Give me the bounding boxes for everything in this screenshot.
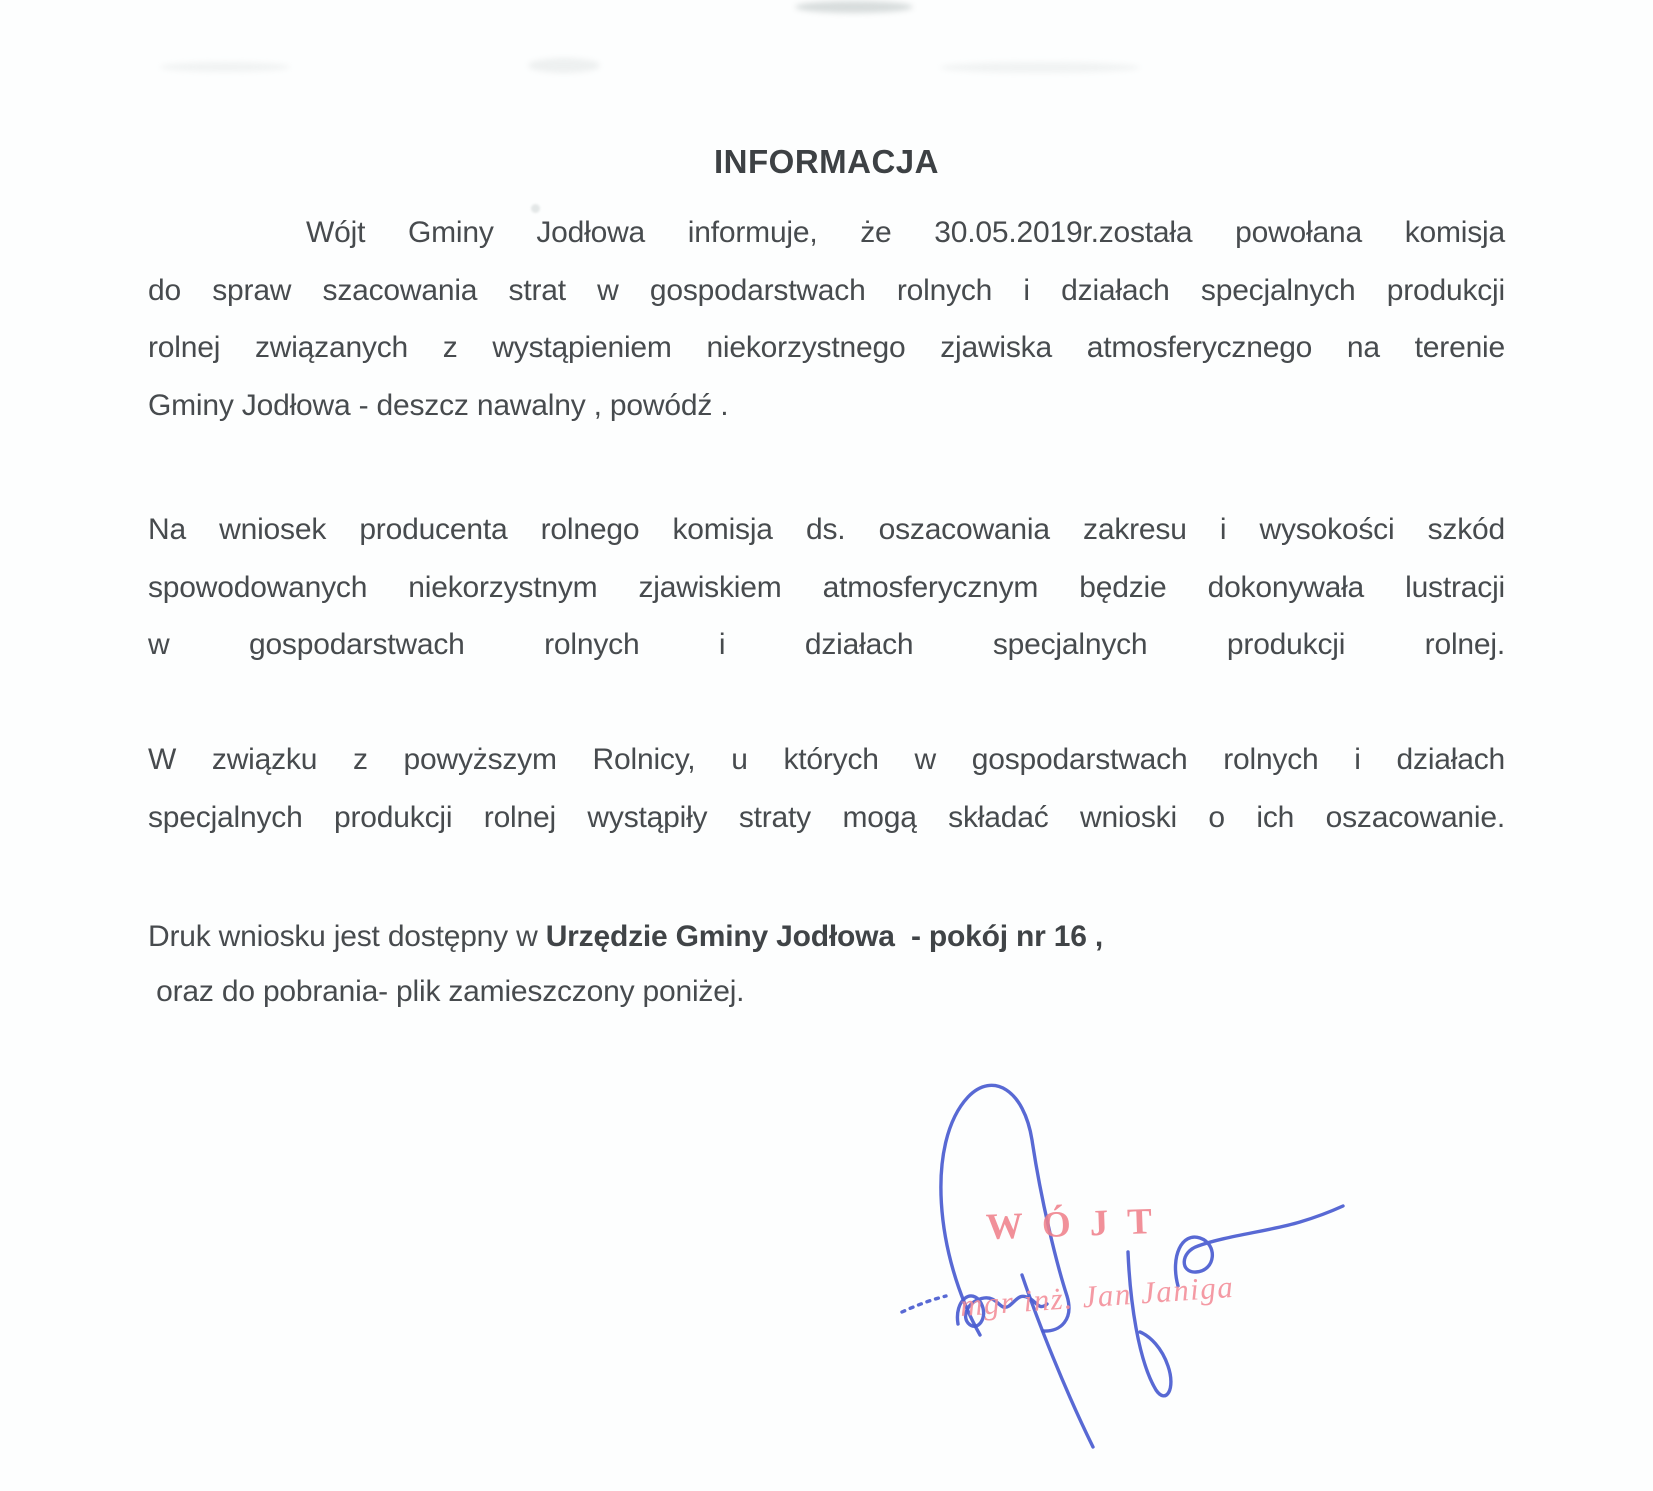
paragraph3-line1: W związku z powyższym Rolnicy, u których w gospodarstwach rolnych i działach bbox=[148, 743, 1505, 776]
paragraph2-line3: w gospodarstwach rolnych i działach specjalnych produkcji rolnej. bbox=[148, 628, 1505, 661]
paragraph4-line2: oraz do pobrania- plik zamieszczony poniżej. bbox=[148, 975, 745, 1008]
document-title: INFORMACJA bbox=[714, 143, 939, 180]
paragraph4-line1 bbox=[148, 916, 1505, 958]
paragraph1-line1: Wójt Gminy Jodłowa informuje, że 30.05.2019r.została powołana komisja bbox=[306, 216, 1505, 249]
paragraph4-regular-text: Druk wniosku jest dostępny w bbox=[148, 920, 546, 953]
paragraph3-line2: specjalnych produkcji rolnej wystąpiły straty mogą składać wnioski o ich oszacowanie. bbox=[148, 801, 1505, 834]
scan-artifact bbox=[940, 62, 1140, 73]
paragraph4-bold-text: Urzędzie Gminy Jodłowa - pokój nr 16 , bbox=[545, 920, 1104, 953]
stamp-signatory-name: mgr inż. Jan Janiga bbox=[958, 1268, 1236, 1323]
scan-artifact bbox=[528, 58, 600, 73]
paragraph2-line2: spowodowanych niekorzystnym zjawiskiem atmosferycznym będzie dokonywała lustracji bbox=[148, 571, 1505, 604]
paragraph2-line1: Na wniosek producenta rolnego komisja ds. oszacowania zakresu i wysokości szkód bbox=[148, 513, 1505, 546]
scan-artifact bbox=[160, 62, 290, 72]
signature-block bbox=[880, 1060, 1380, 1490]
paragraph1-line2: do spraw szacowania strat w gospodarstwach rolnych i działach specjalnych produkcji bbox=[148, 274, 1505, 307]
paragraph1-line4: Gminy Jodłowa - deszcz nawalny , powódź . bbox=[148, 389, 729, 422]
handwritten-signature-ink bbox=[880, 1060, 1380, 1480]
scan-artifact bbox=[795, 1, 913, 13]
paragraph1-line3: rolnej związanych z wystąpieniem niekorzystnego zjawiska atmosferycznego na terenie bbox=[148, 331, 1505, 364]
stamp-title-wojt: WÓJT bbox=[985, 1200, 1172, 1248]
